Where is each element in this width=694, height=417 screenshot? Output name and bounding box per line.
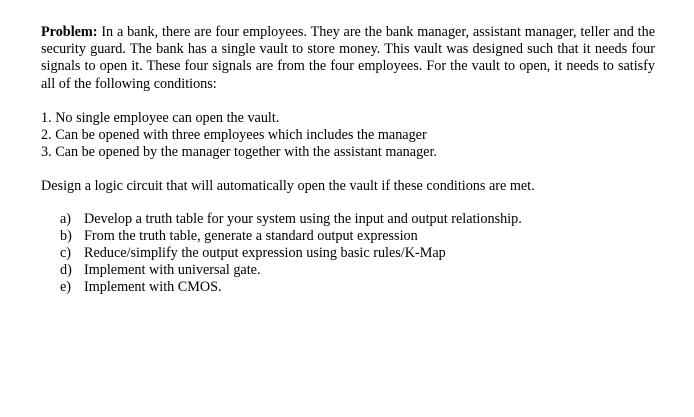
task-marker: a) xyxy=(60,210,72,227)
task-text: Reduce/simplify the output expression using basic rules/K-Map xyxy=(84,244,446,261)
condition-item-1: 1. No single employee can open the vault. xyxy=(41,109,280,126)
design-instruction: Design a logic circuit that will automatically open the vault if these conditions are met. xyxy=(41,178,535,195)
task-text: Implement with universal gate. xyxy=(84,261,261,278)
task-item-d xyxy=(41,262,655,279)
condition-item-3: 3. Can be opened by the manager together with the assistant manager. xyxy=(41,144,437,161)
task-marker: c) xyxy=(60,244,72,261)
task-text: Develop a truth table for your system using the input and output relationship. xyxy=(84,210,522,227)
task-text: Implement with CMOS. xyxy=(84,278,222,295)
tasks-list xyxy=(41,211,655,296)
task-marker: b) xyxy=(60,227,72,244)
task-marker: d) xyxy=(60,261,72,278)
problem-text: In a bank, there are four employees. They are the bank manager, assistant manager, teller and the security guard. The bank has a single vault to store money. This vault was designed such that it needs four signals to open it. These four signals are from the four employees. For the vault to open, it needs to satisfy all of the following conditions: xyxy=(41,24,655,92)
task-item-b xyxy=(41,228,655,245)
problem-label: Problem: xyxy=(41,24,98,40)
problem-statement xyxy=(41,24,655,93)
task-marker: e) xyxy=(60,278,72,295)
task-item-a xyxy=(41,211,655,228)
conditions-list xyxy=(41,110,655,162)
condition-item-2: 2. Can be opened with three employees which includes the manager xyxy=(41,127,427,144)
task-text: From the truth table, generate a standard output expression xyxy=(84,227,418,244)
document-page xyxy=(41,24,655,296)
task-item-e xyxy=(41,279,655,296)
task-item-c xyxy=(41,245,655,262)
